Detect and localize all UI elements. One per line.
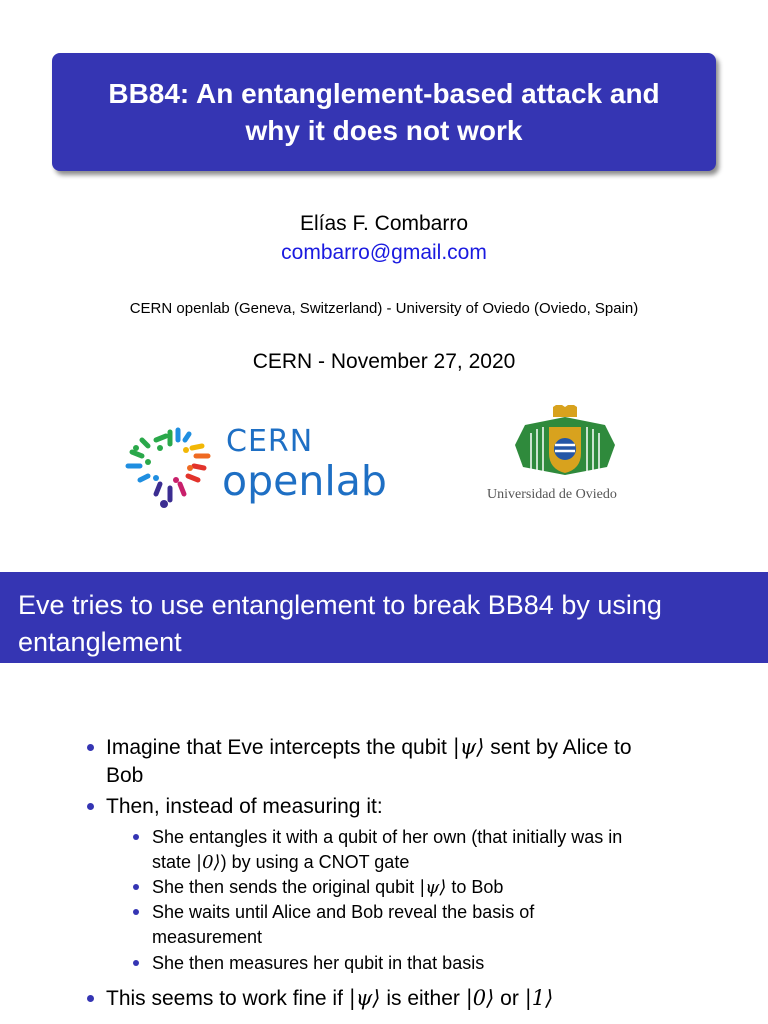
math-psi-ket: |ψ⟩	[419, 877, 447, 898]
sub-bullet-measure: She then measures her qubit in that basis	[152, 953, 485, 973]
sub-bullet-wait-line2: measurement	[152, 927, 263, 947]
bullet-intercept	[106, 734, 632, 761]
bullet-text: sent by Alice to	[484, 736, 632, 759]
sub-bullet-entangle-line2	[152, 850, 409, 875]
math-zero-ket: |0⟩	[196, 852, 221, 873]
math-zero-ket: |0⟩	[465, 986, 495, 1010]
affiliation: CERN openlab (Geneva, Switzerland) - University of Oviedo (Oviedo, Spain)	[129, 300, 639, 317]
bullet-text: or	[494, 987, 525, 1010]
bullet-instead: Then, instead of measuring it:	[106, 795, 383, 818]
oviedo-crest-icon	[485, 405, 645, 485]
sub-bullet-icon	[133, 960, 139, 966]
bullet-icon	[87, 803, 94, 810]
bullet-works-fine	[106, 985, 553, 1012]
sub-bullet-icon	[133, 884, 139, 890]
oviedo-logo-caption: Universidad de Oviedo	[487, 487, 617, 502]
bullet-text: She then sends the original qubit	[152, 877, 420, 897]
bullet-icon	[87, 995, 94, 1002]
bullet-text: is either	[380, 987, 466, 1010]
title-line-2: why it does not work	[245, 115, 523, 146]
bullet-icon	[87, 744, 94, 751]
bullet-text: state	[152, 852, 197, 872]
frame-title-line-1: Eve tries to use entanglement to break BB84 by using	[18, 590, 662, 620]
bullet-intercept-line2: Bob	[106, 764, 144, 787]
cern-logo-text: CERN	[226, 424, 314, 459]
sub-bullet-icon	[133, 834, 139, 840]
cern-openlab-logo	[118, 418, 418, 518]
sub-bullet-send	[152, 875, 503, 900]
sub-bullet-entangle: She entangles it with a qubit of her own (that initially was in	[152, 827, 623, 847]
bullet-text: Imagine that Eve intercepts the qubit	[106, 736, 453, 759]
title-line-1: BB84: An entanglement-based attack and	[108, 78, 660, 109]
sub-bullet-wait: She waits until Alice and Bob reveal the basis of	[152, 902, 535, 922]
math-psi-ket: |ψ⟩	[452, 735, 485, 759]
math-psi-ket: |ψ⟩	[348, 986, 381, 1010]
math-one-ket: |1⟩	[524, 986, 554, 1010]
title-banner	[52, 53, 716, 171]
bullet-text: ) by using a CNOT gate	[220, 852, 410, 872]
bullet-text: to Bob	[446, 877, 504, 897]
openlab-logo-text: openlab	[222, 457, 387, 505]
author-name: Elías F. Combarro	[299, 212, 469, 235]
frame-title-line-2: entanglement	[18, 627, 182, 657]
university-of-oviedo-logo	[485, 405, 645, 510]
sub-bullet-icon	[133, 909, 139, 915]
presentation-date: CERN - November 27, 2020	[252, 350, 516, 373]
author-email-link[interactable]: combarro@gmail.com	[281, 241, 487, 264]
bullet-text: This seems to work fine if	[106, 987, 349, 1010]
